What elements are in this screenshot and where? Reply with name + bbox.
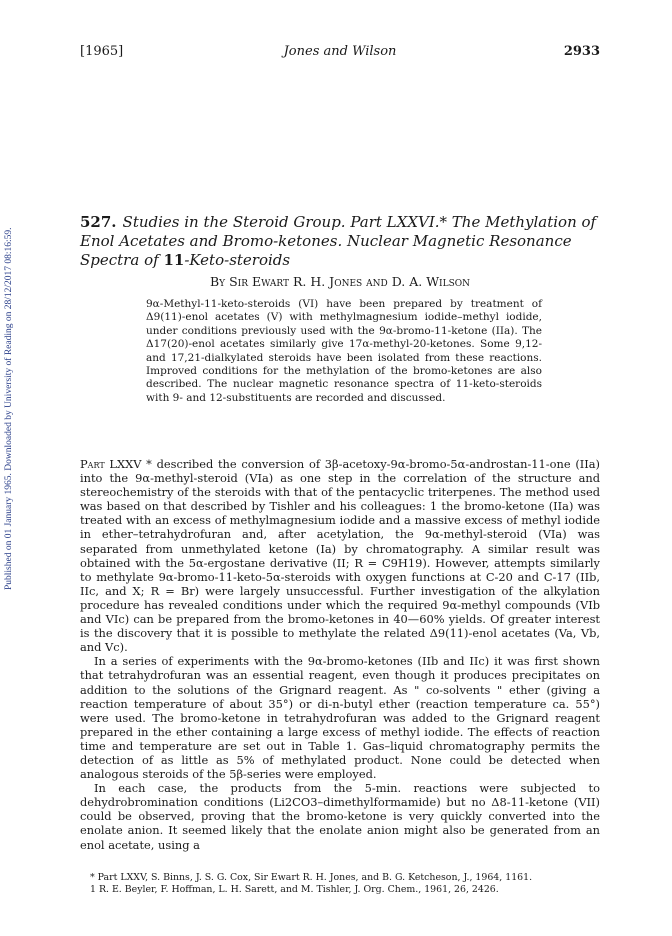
footnote-star: * Part LXXV, S. Binns, J. S. G. Cox, Sir Ewart R. H. Jones, and B. G. Ketcheson, J., 1964, 1161.: [90, 872, 533, 883]
footnotes: [80, 872, 600, 896]
download-notice: Published on 01 January 1965. Downloaded by University of Reading on 28/12/2017 08:16:59.: [4, 227, 14, 590]
main-text: [80, 457, 600, 852]
page-number: 2933: [563, 44, 600, 59]
page-header: [80, 44, 600, 62]
article-number: 527.: [80, 213, 117, 231]
running-title: Jones and Wilson: [283, 44, 397, 59]
paragraph-1-text: LXXV * described the conversion of 3β-acetoxy-9α-bromo-5α-androstan-11-one (IIa) into the 9α-methyl-steroid (VIa) as one step in the correlation of the structure and stereochemistry of the steroids with that of the pentacyclic triterpenes. The method used was based on that described by Tishler and his colleagues: 1 the bromo-ketone (IIa) was treated with an excess of methylmagnesium iodide and a massive excess of methyl iodide in ether–tetrahydrofuran and, after acetylation, the 9α-methyl-steroid (VIa) was separated from unmethylated ketone (Ia) by chromatography. A similar result was obtained with the 5α-ergostane derivative (II; R = C9H19). However, attempts similarly to methylate 9α-bromo-11-keto-5α-steroids with oxygen functions at C-20 and C-17 (IIb, IIc, and X; R = Br) were largely unsuccessful. Further investigation of the alkylation procedure has revealed conditions under which the required 9α-methyl compounds (VIb and VIc) can be prepared from the bromo-ketones in 40—60% yields. Of greater interest is the discovery that it is possible to methylate the related Δ9(11)-enol acetates (Va, Vb, and Vc).: [80, 457, 600, 655]
runin-word: Part: [80, 457, 105, 471]
title-bold-locant: 11: [163, 251, 185, 269]
footnote-1: 1 R. E. Beyler, F. Hoffman, L. H. Sarett, and M. Tishler, J. Org. Chem., 1961, 26, 2426.: [90, 884, 499, 896]
abstract: 9α-Methyl-11-keto-steroids (VI) have been prepared by treatment of Δ9(11)-enol acetates (V) with methylmagnesium iodide–methyl iodide, under conditions previously used with the 9α-bromo-11-ketone (IIa). The Δ17(20)-enol acetates similarly give 17α-methyl-20-ketones. Some 9,12- and 17,21-dialkylated steroids have been isolated from these reactions. Improved conditions for the methylation of the bromo-ketones are also described. The nuclear magnetic resonance spectra of 11-keto-steroids with 9- and 12-substituents are recorded and discussed.: [146, 298, 542, 404]
paragraph-2: In a series of experiments with the 9α-bromo-ketones (IIb and IIc) it was first shown that tetrahydrofuran was an essential reagent, even though it produces precipitates on addition to the solutions of the Grignard reagent. As " co-solvents " ether (giving a reaction temperature of about 35°) or di-n-butyl ether (reaction temperature ca. 55°) were used. The bromo-ketone in tetrahydrofuran was added to the Grignard reagent prepared in the ether containing a large excess of methyl iodide. The effects of reaction time and temperature are set out in Table 1. Gas–liquid chromatography permits the detection of as little as 5% of methylated product. None could be detected when analogous steroids of the 5β-series were employed.: [80, 654, 600, 782]
title-text: Studies in the Steroid Group. Part LXXVI.* The Methylation of Enol Acetates and Bromo-ketones. Nuclear Magnetic Resonance Spectra of: [80, 213, 597, 269]
article-title: [80, 213, 600, 270]
paragraph-3: In each case, the products from the 5-min. reactions were subjected to dehydrobromination conditions (Li2CO3–dimethylformamide) but no Δ8-11-ketone (VII) could be observed, proving that the bromo-ketone is very quickly converted into the enolate anion. It seemed likely that the enolate anion might also be generated from an enol acetate, using a: [80, 781, 600, 852]
journal-year: [1965]: [80, 44, 124, 59]
paragraph-1: [80, 457, 600, 654]
author-line: By Sir Ewart R. H. Jones and D. A. Wilson: [209, 274, 471, 289]
title-text-end: -Keto-steroids: [184, 251, 291, 269]
